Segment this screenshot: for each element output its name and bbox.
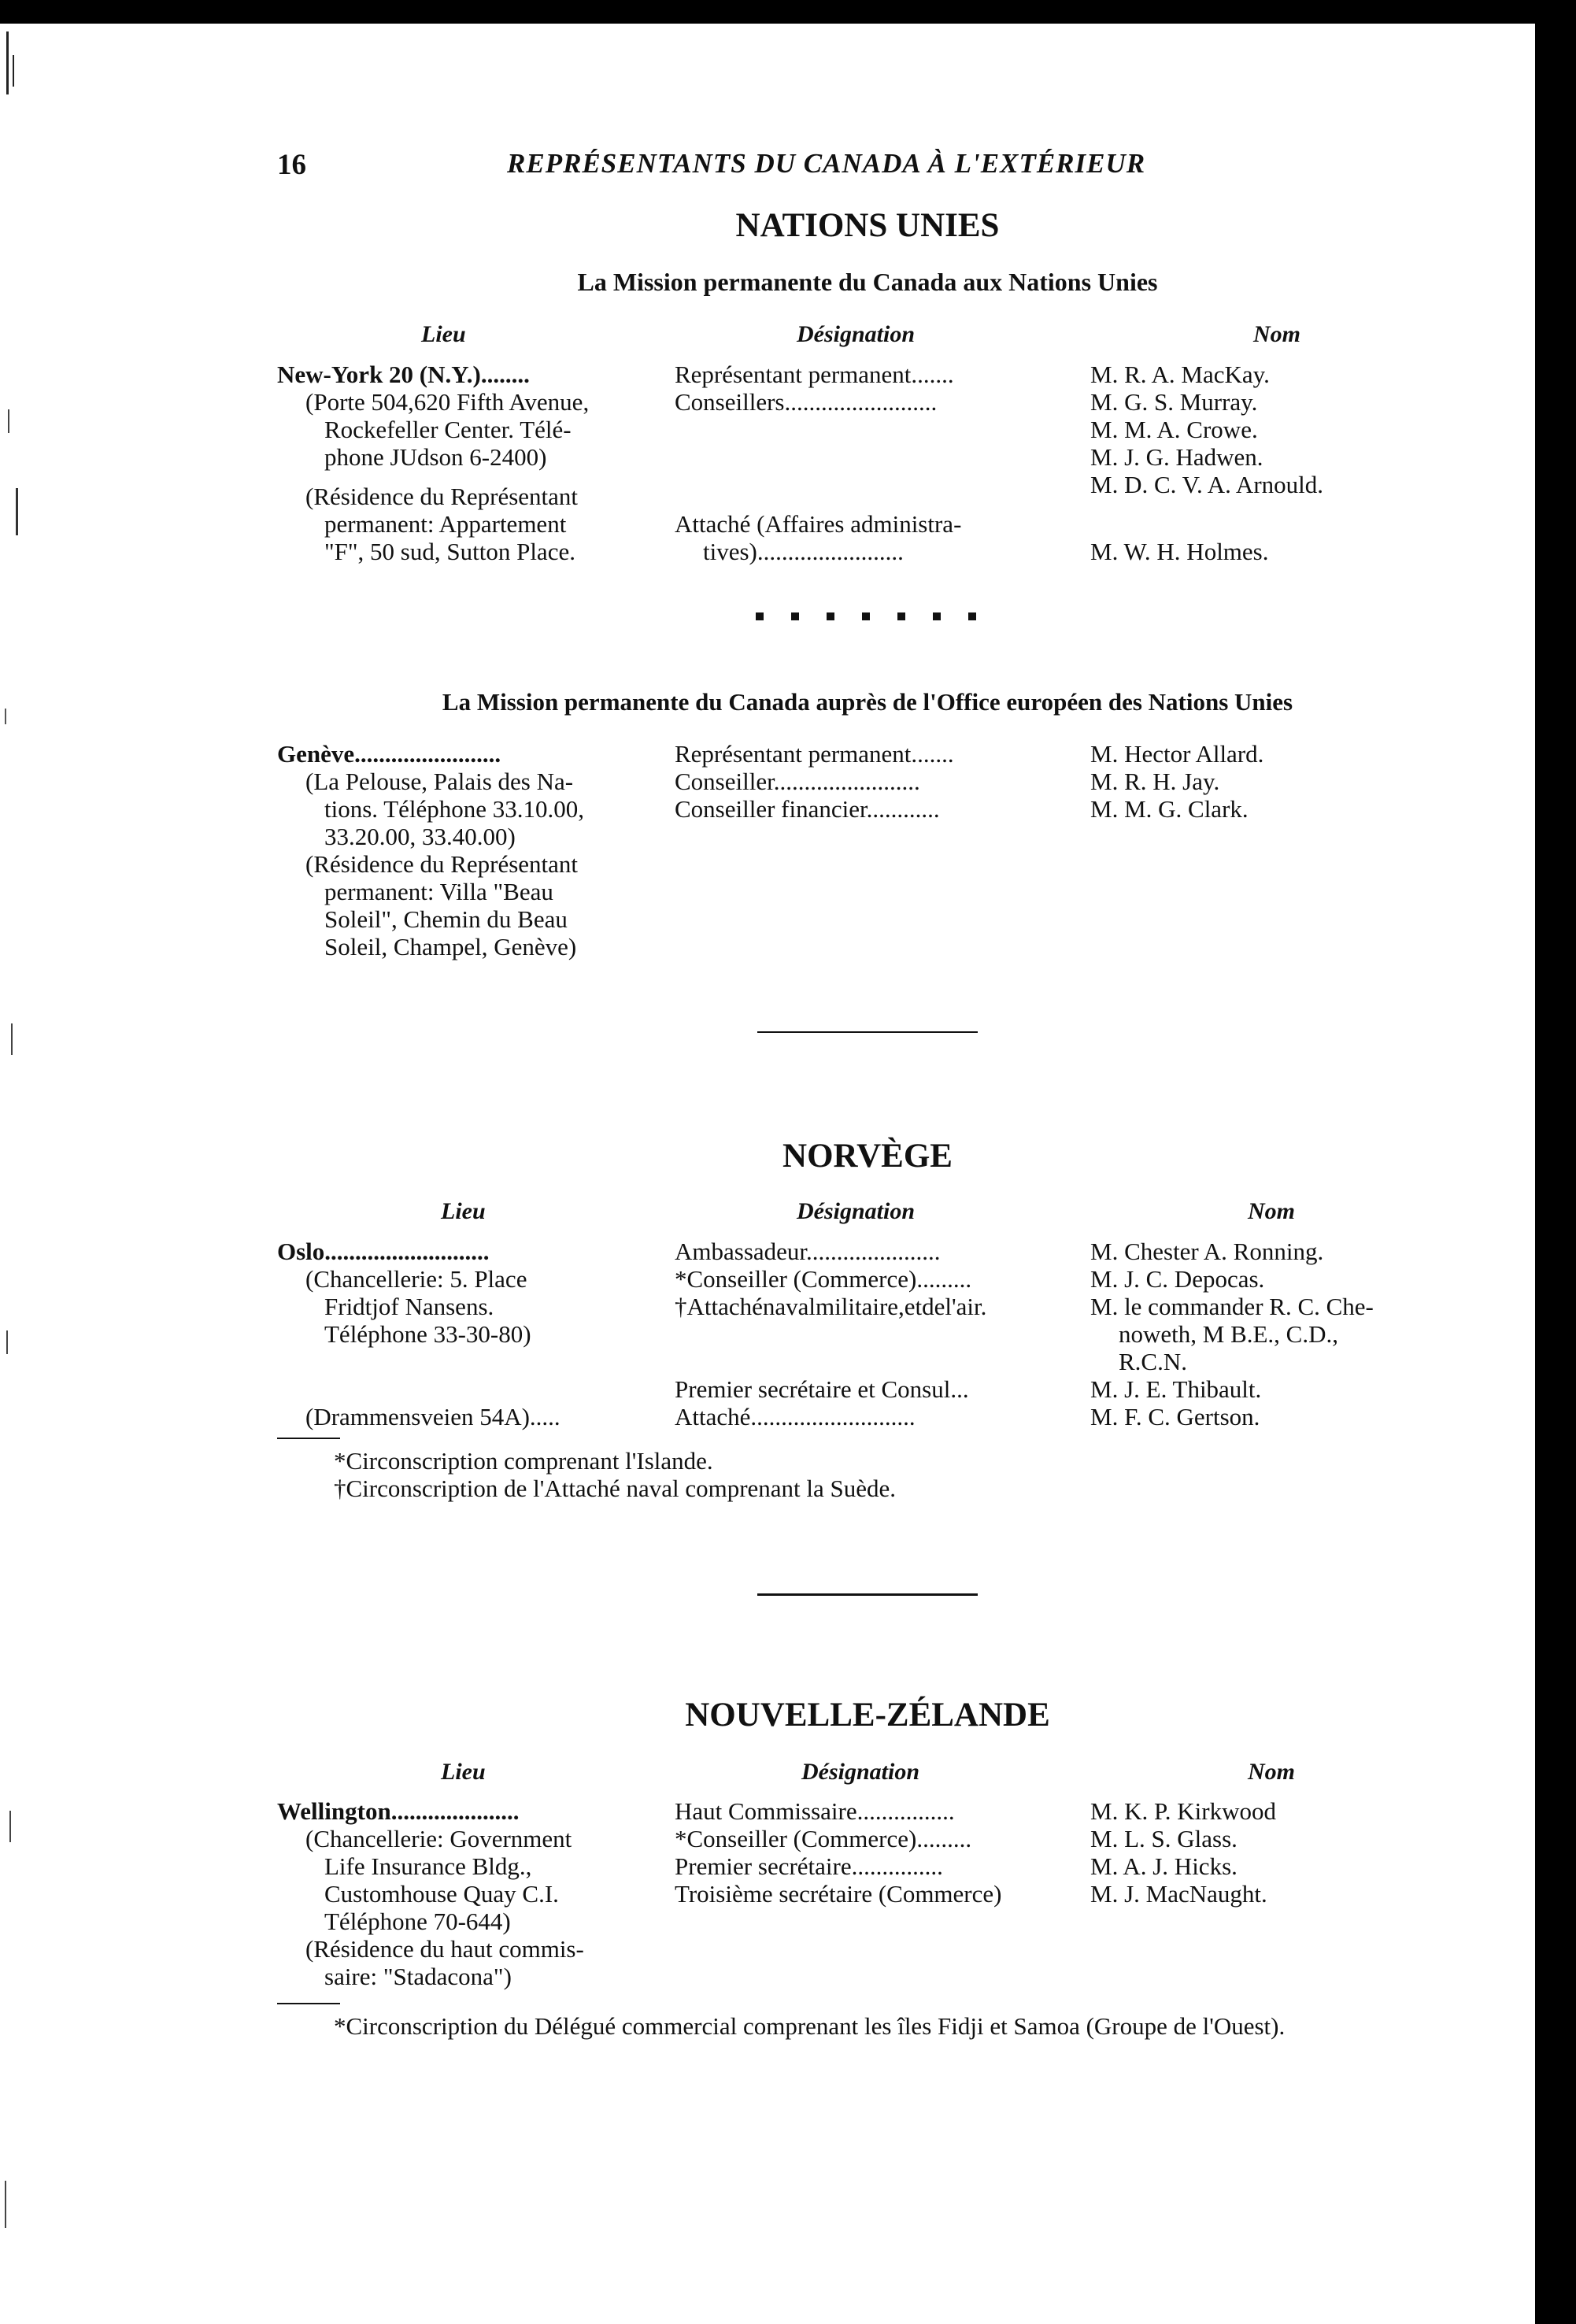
lieu-line: Téléphone 70-644) — [324, 1908, 511, 1935]
lieu-line: 33.20.00, 33.40.00) — [324, 823, 516, 850]
nom-line: M. M. G. Clark. — [1090, 795, 1249, 823]
lieu-line: (Résidence du Représentant — [305, 483, 579, 510]
lieu-line: "F", 50 sud, Sutton Place. — [324, 538, 575, 565]
lieu-line: (Résidence du haut commis- — [305, 1935, 584, 1963]
footnote-rule — [277, 2003, 340, 2004]
designation-line: tives)........................ — [703, 538, 904, 565]
section-divider — [757, 1031, 978, 1033]
lieu-line: saire: "Stadacona") — [324, 1963, 512, 1990]
nom-nouvelle-zelande — [1090, 1797, 1468, 1908]
nom-norvege — [1090, 1238, 1468, 1430]
ornament-dot — [827, 612, 834, 620]
column-header-nom: Nom — [1253, 321, 1300, 347]
lieu-geneve — [277, 740, 647, 960]
designation-line: Haut Commissaire................ — [675, 1797, 955, 1825]
lieu-norvege — [277, 1238, 647, 1430]
lieu-line: New-York 20 (N.Y.)........ — [277, 361, 530, 388]
lieu-ny — [277, 361, 647, 565]
nom-line: M. L. S. Glass. — [1090, 1825, 1237, 1852]
footnote-norvege-1: *Circonscription comprenant l'Islande. — [334, 1447, 713, 1475]
lieu-line: Téléphone 33-30-80) — [324, 1320, 531, 1348]
ornament-dot — [933, 612, 941, 620]
running-head — [277, 148, 1505, 187]
lieu-nouvelle-zelande — [277, 1797, 647, 1990]
designation-line: Attaché........................... — [675, 1403, 916, 1430]
lieu-line: (La Pelouse, Palais des Na- — [305, 768, 574, 795]
nom-line: M. J. C. Depocas. — [1090, 1265, 1265, 1293]
designation-line: Attaché (Affaires administra- — [675, 510, 962, 538]
footnote-nouvelle-zelande: *Circonscription du Délégué commercial comprenant les îles Fidji et Samoa (Groupe de l'Ouest). — [334, 2012, 1286, 2040]
designation-line: Ambassadeur...................... — [675, 1238, 941, 1265]
lieu-line: Fridtjof Nansens. — [324, 1293, 494, 1320]
lieu-line: (Chancellerie: 5. Place — [305, 1265, 527, 1293]
nom-line: M. M. A. Crowe. — [1090, 416, 1258, 443]
lieu-line: tions. Téléphone 33.10.00, — [324, 795, 585, 823]
column-header-lieu: Lieu — [441, 1759, 486, 1785]
column-header-designation: Désignation — [801, 1759, 920, 1785]
nom-line: M. J. E. Thibault. — [1090, 1375, 1262, 1403]
designation-ny — [675, 361, 1072, 565]
nom-line: R.C.N. — [1119, 1348, 1187, 1375]
subtitle-mission-geneve: La Mission permanente du Canada auprès de l'Office européen des Nations Unies — [442, 688, 1293, 716]
section-title-nouvelle-zelande: NOUVELLE-ZÉLANDE — [685, 1697, 1050, 1734]
lieu-line: Oslo........................... — [277, 1238, 490, 1265]
lieu-line: Wellington..................... — [277, 1797, 520, 1825]
designation-line: Conseillers......................... — [675, 388, 938, 416]
nom-line: M. D. C. V. A. Arnould. — [1090, 471, 1323, 498]
footnote-rule — [277, 1438, 340, 1439]
ornament-dot — [862, 612, 870, 620]
column-header-lieu: Lieu — [421, 321, 466, 347]
designation-line: Représentant permanent....... — [675, 740, 954, 768]
designation-geneve — [675, 740, 1072, 823]
lieu-line: Genève........................ — [277, 740, 501, 768]
designation-line: Premier secrétaire............... — [675, 1852, 943, 1880]
column-header-designation: Désignation — [797, 1198, 916, 1224]
scan-margin-specks — [0, 0, 31, 2324]
designation-norvege — [675, 1238, 1072, 1430]
page-number: 16 — [277, 149, 306, 181]
column-header-designation: Désignation — [797, 321, 916, 347]
designation-line: Représentant permanent....... — [675, 361, 954, 388]
designation-nouvelle-zelande — [675, 1797, 1072, 1908]
ornament-dots — [756, 612, 976, 620]
lieu-line: Soleil", Chemin du Beau — [324, 905, 568, 933]
nom-line: M. F. C. Gertson. — [1090, 1403, 1260, 1430]
nom-line: M. R. H. Jay. — [1090, 768, 1220, 795]
lieu-line: (Résidence du Représentant — [305, 850, 579, 878]
nom-line: M. J. MacNaught. — [1090, 1880, 1267, 1908]
lieu-line: permanent: Villa "Beau — [324, 878, 553, 905]
nom-ny — [1090, 361, 1468, 565]
lieu-line: Soleil, Champel, Genève) — [324, 933, 577, 960]
lieu-line: permanent: Appartement — [324, 510, 567, 538]
lieu-line: Customhouse Quay C.I. — [324, 1880, 559, 1908]
nom-line: M. W. H. Holmes. — [1090, 538, 1269, 565]
footnote-norvege-2: †Circonscription de l'Attaché naval comprenant la Suède. — [334, 1475, 897, 1502]
column-header-lieu: Lieu — [441, 1198, 486, 1224]
subtitle-mission-ny: La Mission permanente du Canada aux Nations Unies — [577, 268, 1158, 296]
column-header-nom: Nom — [1248, 1198, 1295, 1224]
designation-line: Troisième secrétaire (Commerce) — [675, 1880, 1002, 1908]
nom-line: M. Hector Allard. — [1090, 740, 1264, 768]
nom-line: M. J. G. Hadwen. — [1090, 443, 1263, 471]
nom-line: M. G. S. Murray. — [1090, 388, 1258, 416]
ornament-dot — [897, 612, 905, 620]
lieu-line: (Drammensveien 54A)..... — [305, 1403, 560, 1430]
designation-line: *Conseiller (Commerce)......... — [675, 1825, 972, 1852]
ornament-dot — [756, 612, 764, 620]
nom-line: M. le commander R. C. Che- — [1090, 1293, 1374, 1320]
lieu-line: Rockefeller Center. Télé- — [324, 416, 572, 443]
lieu-line: (Porte 504,620 Fifth Avenue, — [305, 388, 590, 416]
lieu-line: (Chancellerie: Government — [305, 1825, 572, 1852]
lieu-line: Life Insurance Bldg., — [324, 1852, 532, 1880]
nom-geneve — [1090, 740, 1468, 823]
designation-line: *Conseiller (Commerce)......... — [675, 1265, 972, 1293]
nom-line: M. Chester A. Ronning. — [1090, 1238, 1324, 1265]
ornament-dot — [791, 612, 799, 620]
designation-line: †Attachénavalmilitaire,etdel'air. — [675, 1293, 987, 1320]
column-header-nom: Nom — [1248, 1759, 1295, 1785]
lieu-line: phone JUdson 6-2400) — [324, 443, 547, 471]
ornament-dot — [968, 612, 976, 620]
section-divider — [757, 1593, 978, 1596]
designation-line: Conseiller........................ — [675, 768, 920, 795]
designation-line: Premier secrétaire et Consul... — [675, 1375, 969, 1403]
designation-line: Conseiller financier............ — [675, 795, 940, 823]
nom-line: noweth, M B.E., C.D., — [1119, 1320, 1338, 1348]
section-title-nations-unies: NATIONS UNIES — [735, 207, 1000, 244]
nom-line: M. K. P. Kirkwood — [1090, 1797, 1276, 1825]
section-title-norvege: NORVÈGE — [782, 1138, 953, 1175]
running-title: REPRÉSENTANTS DU CANADA À L'EXTÉRIEUR — [507, 148, 1146, 179]
nom-line: M. A. J. Hicks. — [1090, 1852, 1237, 1880]
nom-line: M. R. A. MacKay. — [1090, 361, 1270, 388]
